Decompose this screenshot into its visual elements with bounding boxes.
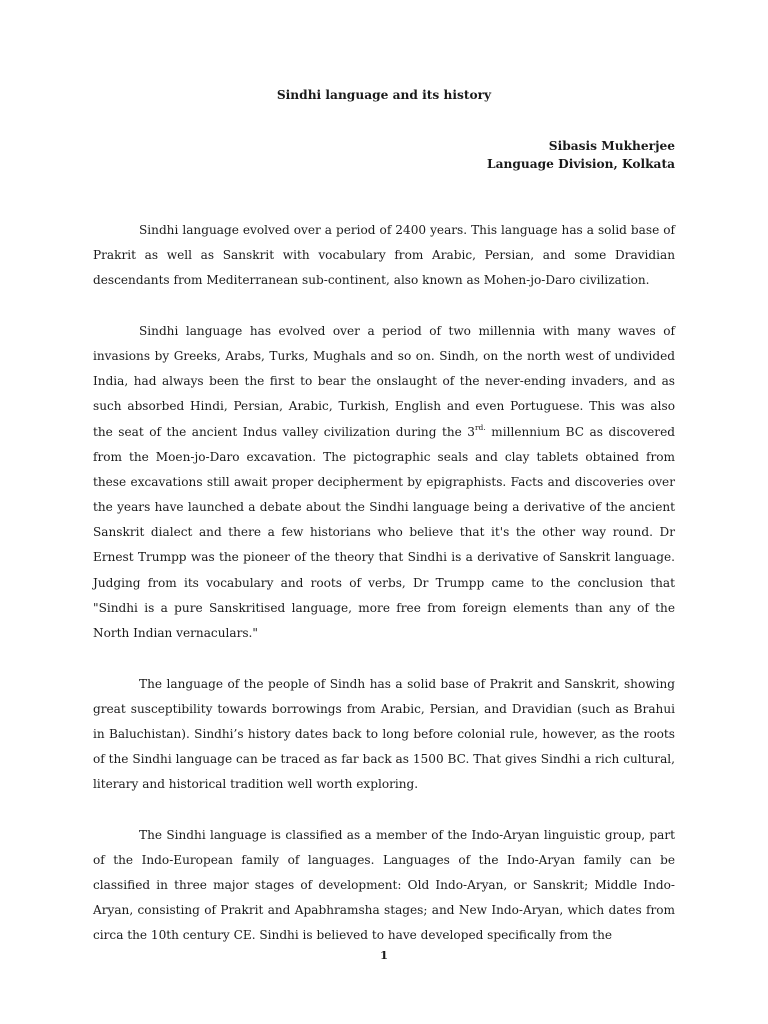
author-name: Sibasis Mukherjee: [548, 139, 675, 153]
document-body: [93, 218, 675, 949]
paragraph-2: [93, 319, 675, 646]
ordinal-superscript: rd.: [474, 422, 486, 432]
author-block: [487, 137, 675, 173]
author-affiliation: Language Division, Kolkata: [487, 157, 675, 171]
paragraph-3: The language of the people of Sindh has a solid base of Prakrit and Sanskrit, showing great susceptibility towards borrowings from Arabic, Persian, and Dravidian (such as Brahui in Baluchistan). Sindhi’s history dates back to long before colonial rule, however, as the roots of the Sindhi language can be traced as far back as 1500 BC. That gives Sindhi a rich cultural, literary and historical tradition well worth exploring.: [93, 676, 675, 792]
paragraph-4: The Sindhi language is classified as a member of the Indo-Aryan linguistic group, part of the Indo-European family of languages. Languages of the Indo-Aryan family can be classified in three major stages of development: Old Indo-Aryan, or Sanskrit; Middle Indo-Aryan, consisting of Prakrit and Apabhramsha stages; and New Indo-Aryan, which dates from circa the 10th century CE. Sindhi is believed to have developed specifically from the: [93, 827, 675, 943]
paragraph-1: Sindhi language evolved over a period of 2400 years. This language has a solid base of Prakrit as well as Sanskrit with vocabulary from Arabic, Persian, and some Dravidian descendants from Mediterranean sub-continent, also known as Mohen-jo-Daro civilization.: [93, 223, 675, 288]
document-title: Sindhi language and its history: [276, 88, 492, 102]
page-number: 1: [379, 948, 388, 962]
paragraph-2-text-a: Sindhi language has evolved over a period of two millennia with many waves of invasions by Greeks, Arabs, Turks, Mughals and so on. Sindh, on the north west of undivided India, had always been the first to bear the onslaught of the never-ending invaders, and as such absorbed Hindi, Persian, Arabic, Turkish, English and even Portuguese. This was also the seat of the ancient Indus valley civilization during the 3: [93, 323, 675, 439]
paragraph-2-text-b: millennium BC as discovered from the Moen-jo-Daro excavation. The pictographic seals and clay tablets obtained from these excavations still await proper decipherment by epigraphists. Facts and discoveries over the years have launched a debate about the Sindhi language being a derivative of the ancient Sanskrit dialect and there a few historians who believe that it's the other way round. Dr Ernest Trumpp was the pioneer of the theory that Sindhi is a derivative of Sanskrit language. Judging from its vocabulary and roots of verbs, Dr Trumpp came to the conclusion that "Sindhi is a pure Sanskritised language, more free from foreign elements than any of the North Indian vernaculars.": [93, 424, 675, 640]
